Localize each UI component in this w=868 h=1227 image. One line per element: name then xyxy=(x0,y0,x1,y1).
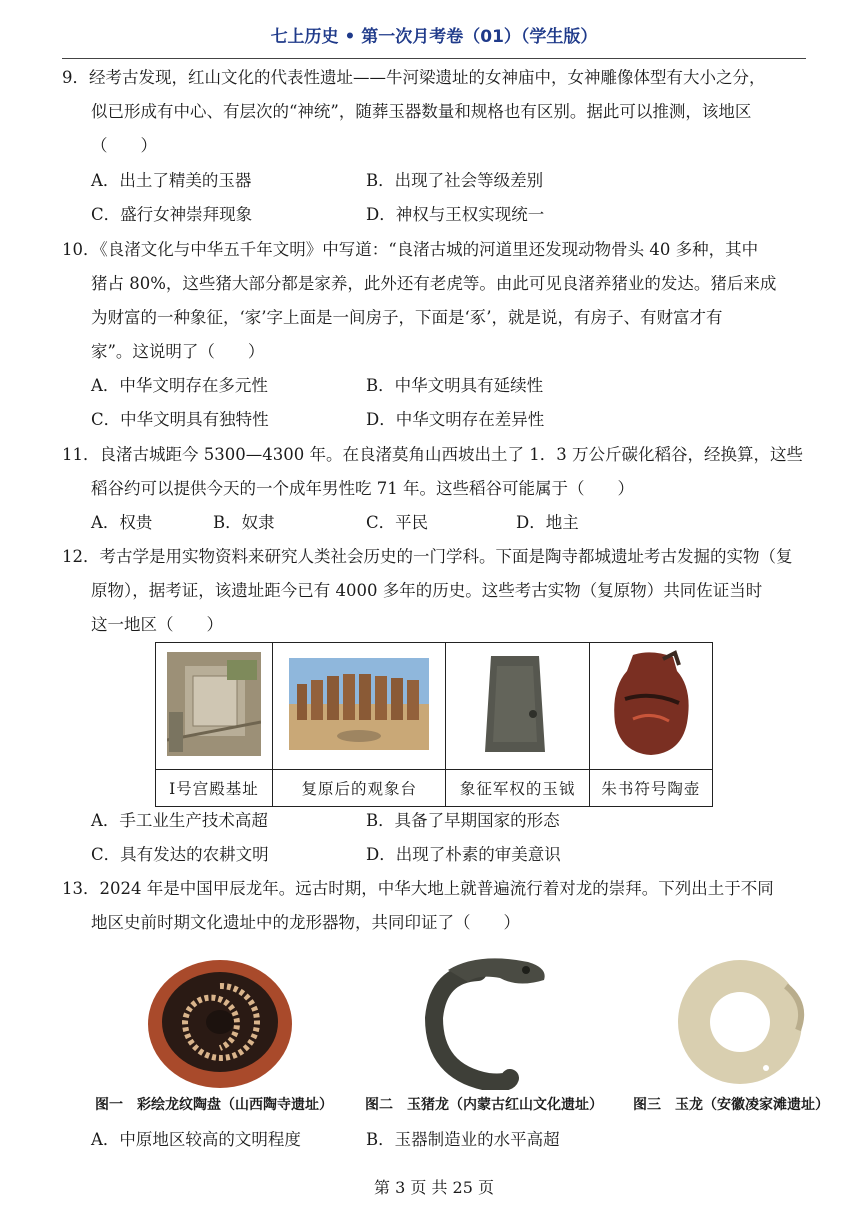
q13-line-2: 地区史前时期文化遗址中的龙形器物，共同印证了（ ） xyxy=(91,913,520,932)
jade-dragon-ring-image xyxy=(666,952,816,1090)
figure-2-caption: 图二 玉猪龙（内蒙古红山文化遗址） xyxy=(365,1097,603,1113)
caption-palace-foundation: Ⅰ号宫殿基址 xyxy=(156,770,273,807)
painted-pottery-jar-image xyxy=(603,649,699,759)
q12-line-3: 这一地区（ ） xyxy=(91,615,223,634)
q9-option-c: C．盛行女神崇拜现象 xyxy=(91,205,253,224)
q11-line-2: 稻谷约可以提供今天的一个成年男性吃 71 年。这些稻谷可能属于（ ） xyxy=(91,479,634,498)
q9-option-b: B．出现了社会等级差别 xyxy=(366,171,544,190)
q11-option-c: C．平民 xyxy=(366,513,429,532)
q9-line-2: 似已形成有中心、有层次的“神统”，随葬玉器数量和规格也有区别。据此可以推测，该地区 xyxy=(91,102,752,121)
header-divider xyxy=(62,58,806,59)
artifact-image-cell xyxy=(589,643,712,770)
caption-pottery-jar: 朱书符号陶壶 xyxy=(589,770,712,807)
q13-option-b: B．玉器制造业的水平高超 xyxy=(366,1130,560,1149)
q10-option-a: A．中华文明存在多元性 xyxy=(91,376,268,395)
q12-line-2: 原物），据考证，该遗址距今已有 4000 多年的历史。这些考古实物（复原物）共同佐证当时 xyxy=(91,581,763,600)
q12-option-a: A．手工业生产技术高超 xyxy=(91,811,268,830)
q11-line-1: 11．良渚古城距今 5300—4300 年。在良渚莫角山西坡出土了 1．3 万公斤碳化稻谷，经换算，这些 xyxy=(62,445,803,464)
jade-yue-axe-image xyxy=(473,652,563,756)
q12-option-d: D．出现了朴素的审美意识 xyxy=(366,845,561,864)
q11-option-b: B．奴隶 xyxy=(213,513,275,532)
jade-pig-dragon-image xyxy=(408,952,558,1090)
artifact-table xyxy=(155,642,713,807)
q10-line-4: 家”。这说明了（ ） xyxy=(91,342,265,361)
q10-option-d: D．中华文明存在差异性 xyxy=(366,410,545,429)
q10-line-3: 为财富的一种象征，‘家’字上面是一间房子，下面是‘豖’，就是说，有房子、有财富才有 xyxy=(91,308,723,327)
q12-line-1: 12．考古学是用实物资料来研究人类社会历史的一门学科。下面是陶寺都城遗址考古发掘的实物（复 xyxy=(62,547,793,566)
artifact-image-cell xyxy=(156,643,273,770)
q10-line-2: 猪占 80%，这些猪大部分都是家养，此外还有老虎等。由此可见良渚养猪业的发达。猪后来成 xyxy=(91,274,777,293)
q11-option-a: A．权贵 xyxy=(91,513,153,532)
figure-1-caption: 图一 彩绘龙纹陶盘（山西陶寺遗址） xyxy=(95,1097,333,1113)
painted-dragon-plate-image xyxy=(145,952,295,1090)
q10-option-b: B．中华文明具有延续性 xyxy=(366,376,544,395)
q9-line-1: 9．经考古发现，红山文化的代表性遗址——牛河梁遗址的女神庙中，女神雕像体型有大小之分， xyxy=(62,68,766,87)
page-header: 七上历史 • 第一次月考卷（01）（学生版） xyxy=(270,27,598,47)
figure-3-caption: 图三 玉龙（安徽凌家滩遗址） xyxy=(633,1097,829,1113)
q12-option-b: B．具备了早期国家的形态 xyxy=(366,811,560,830)
palace-foundation-image xyxy=(167,652,261,756)
q10-option-c: C．中华文明具有独特性 xyxy=(91,410,269,429)
q13-option-a: A．中原地区较高的文明程度 xyxy=(91,1130,301,1149)
q9-option-a: A．出土了精美的玉器 xyxy=(91,171,252,190)
q11-option-d: D．地主 xyxy=(516,513,579,532)
caption-observatory: 复原后的观象台 xyxy=(272,770,446,807)
q13-line-1: 13．2024 年是中国甲辰龙年。远古时期，中华大地上就普遍流行着对龙的崇拜。下列出土于不同 xyxy=(62,879,774,898)
artifact-image-cell xyxy=(272,643,446,770)
q12-option-c: C．具有发达的农耕文明 xyxy=(91,845,269,864)
q10-line-1: 10．《良渚文化与中华五千年文明》中写道：“良渚古城的河道里还发现动物骨头 40 多种，其中 xyxy=(62,240,759,259)
q9-option-d: D．神权与王权实现统一 xyxy=(366,205,545,224)
caption-jade-yue: 象征军权的玉钺 xyxy=(446,770,589,807)
artifact-image-cell xyxy=(446,643,589,770)
page-number: 第 3 页 共 25 页 xyxy=(374,1178,494,1197)
observatory-image xyxy=(289,658,429,750)
q9-line-3: （ ） xyxy=(91,136,157,155)
